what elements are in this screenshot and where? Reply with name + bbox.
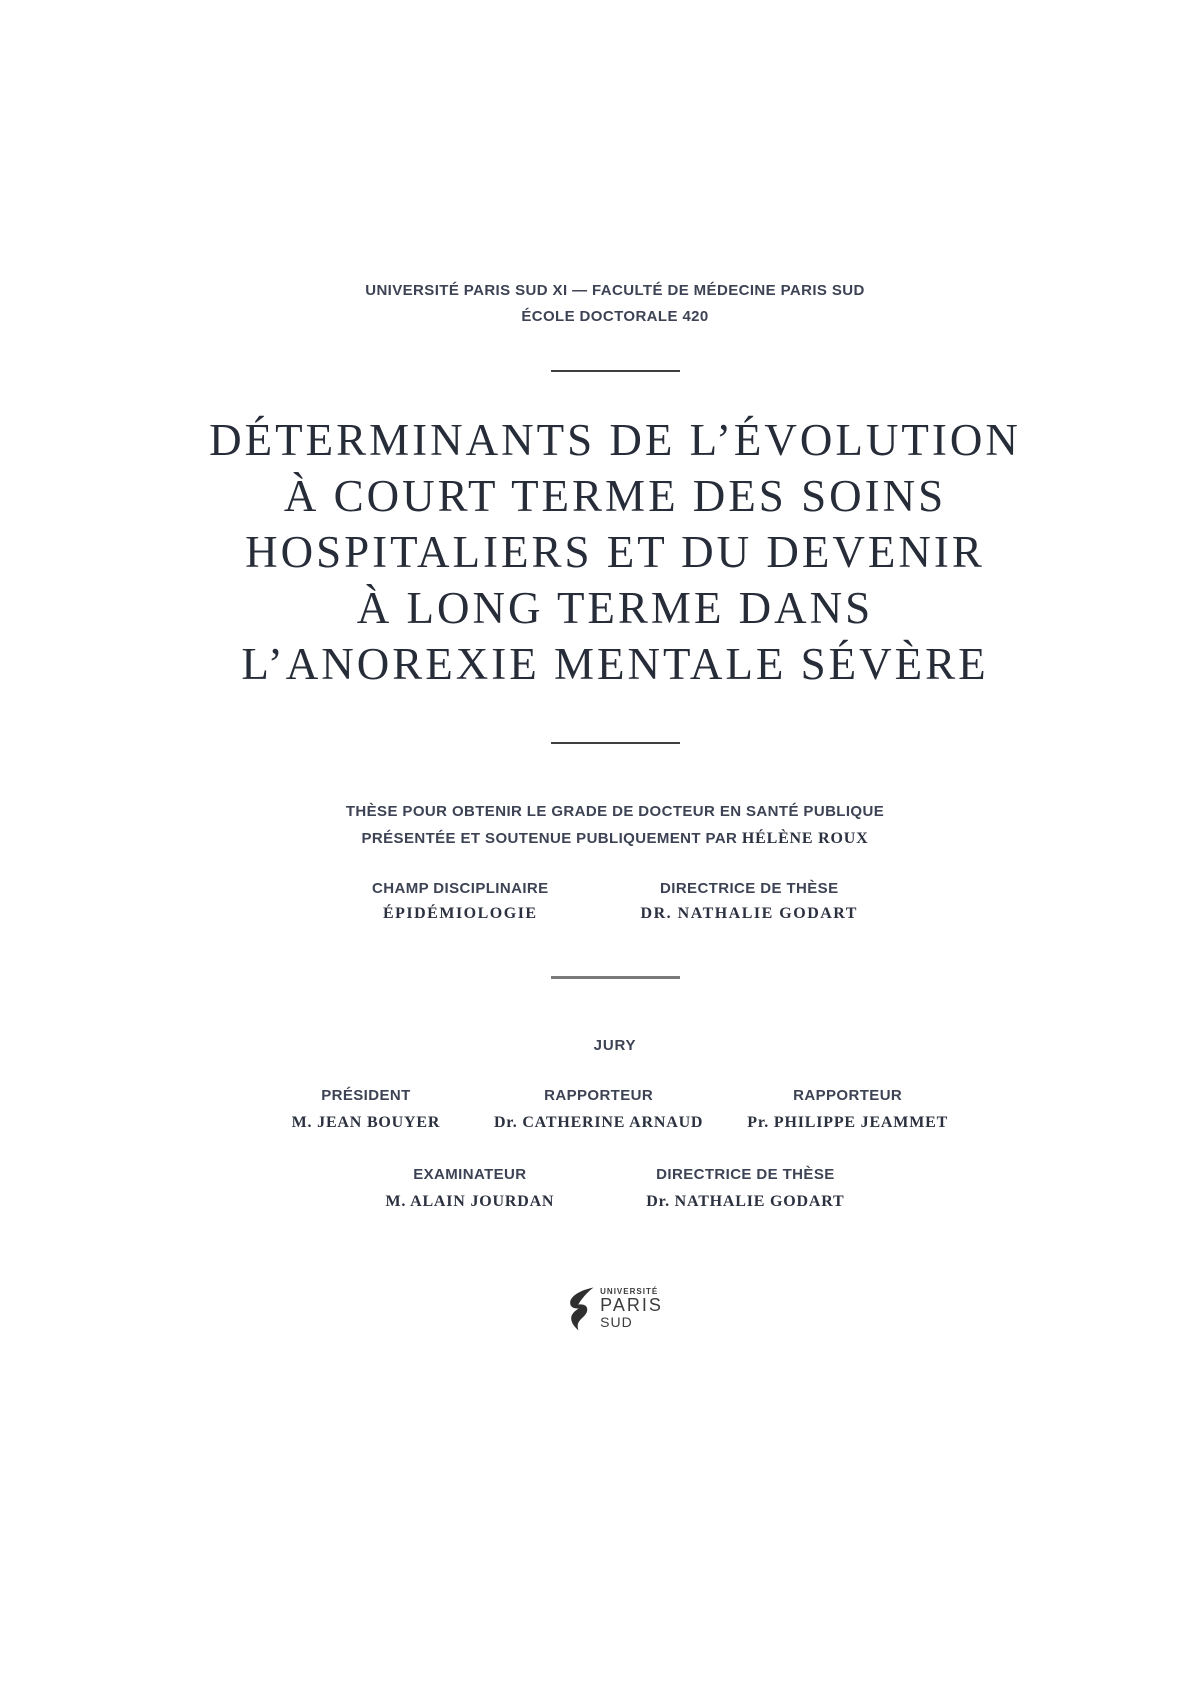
university-line: UNIVERSITÉ PARIS SUD XI — FACULTÉ DE MÉDECINE PARIS SUD — [365, 282, 865, 299]
jury-role: RAPPORTEUR — [793, 1087, 903, 1104]
field-supervisor — [641, 877, 858, 927]
jury-role: DIRECTRICE DE THÈSE — [656, 1166, 835, 1183]
content-column — [39, 0, 1191, 1684]
degree-line: THÈSE POUR OBTENIR LE GRADE DE DOCTEUR EN SANTÉ PUBLIQUE — [345, 803, 885, 820]
jury-member-president — [282, 1086, 450, 1135]
title-line: HOSPITALIERS ET DU DEVENIR — [245, 527, 985, 577]
jury-name: M. JEAN BOUYER — [291, 1114, 441, 1131]
doctoral-school-line: ÉCOLE DOCTORALE 420 — [521, 308, 709, 325]
jury-name: Dr. NATHALIE GODART — [646, 1193, 845, 1210]
jury-name: Pr. PHILIPPE JEAMMET — [747, 1114, 949, 1131]
discipline-supervisor-row — [39, 877, 1191, 927]
jury-member-examinateur — [385, 1165, 554, 1214]
section-divider-jury — [551, 976, 680, 979]
jury-row-1 — [39, 1086, 1191, 1135]
jury-role: PRÉSIDENT — [321, 1087, 411, 1104]
logo-text — [600, 1287, 663, 1330]
field-value: DR. NATHALIE GODART — [640, 905, 858, 922]
jury-member-directrice — [646, 1165, 844, 1214]
section-divider-top — [551, 370, 680, 372]
jury-member-rapporteur-1 — [494, 1086, 703, 1135]
jury-role: EXAMINATEUR — [413, 1166, 527, 1183]
logo-sud: SUD — [600, 1314, 633, 1330]
title-line: DÉTERMINANTS DE L’ÉVOLUTION — [209, 415, 1021, 465]
field-value: ÉPIDÉMIOLOGIE — [382, 905, 538, 922]
title-line: L’ANOREXIE MENTALE SÉVÈRE — [241, 639, 989, 689]
institution-header — [39, 278, 1191, 330]
author-name: HÉLÈNE ROUX — [741, 830, 869, 847]
thesis-title — [39, 412, 1191, 692]
thesis-statement — [39, 798, 1191, 852]
jury-heading: JURY — [593, 1037, 637, 1054]
title-line: À COURT TERME DES SOINS — [283, 471, 947, 521]
field-label: DIRECTRICE DE THÈSE — [660, 880, 839, 897]
jury-name: M. ALAIN JOURDAN — [385, 1193, 555, 1210]
field-discipline — [372, 877, 549, 927]
logo-paris: PARIS — [600, 1295, 663, 1315]
logo-universite: UNIVERSITÉ — [600, 1287, 659, 1296]
defense-line-prefix: PRÉSENTÉE ET SOUTENUE PUBLIQUEMENT PAR — [361, 830, 742, 847]
title-line: À LONG TERME DANS — [356, 583, 874, 633]
jury-row-2 — [39, 1165, 1191, 1214]
paris-sud-swoosh-icon — [567, 1287, 594, 1331]
defense-line — [39, 825, 1191, 852]
jury-name: Dr. CATHERINE ARNAUD — [493, 1114, 704, 1131]
field-label: CHAMP DISCIPLINAIRE — [372, 880, 549, 897]
jury-role: RAPPORTEUR — [544, 1087, 654, 1104]
university-logo — [39, 1287, 1191, 1331]
section-divider-middle — [551, 742, 680, 744]
jury-member-rapporteur-2 — [747, 1086, 948, 1135]
